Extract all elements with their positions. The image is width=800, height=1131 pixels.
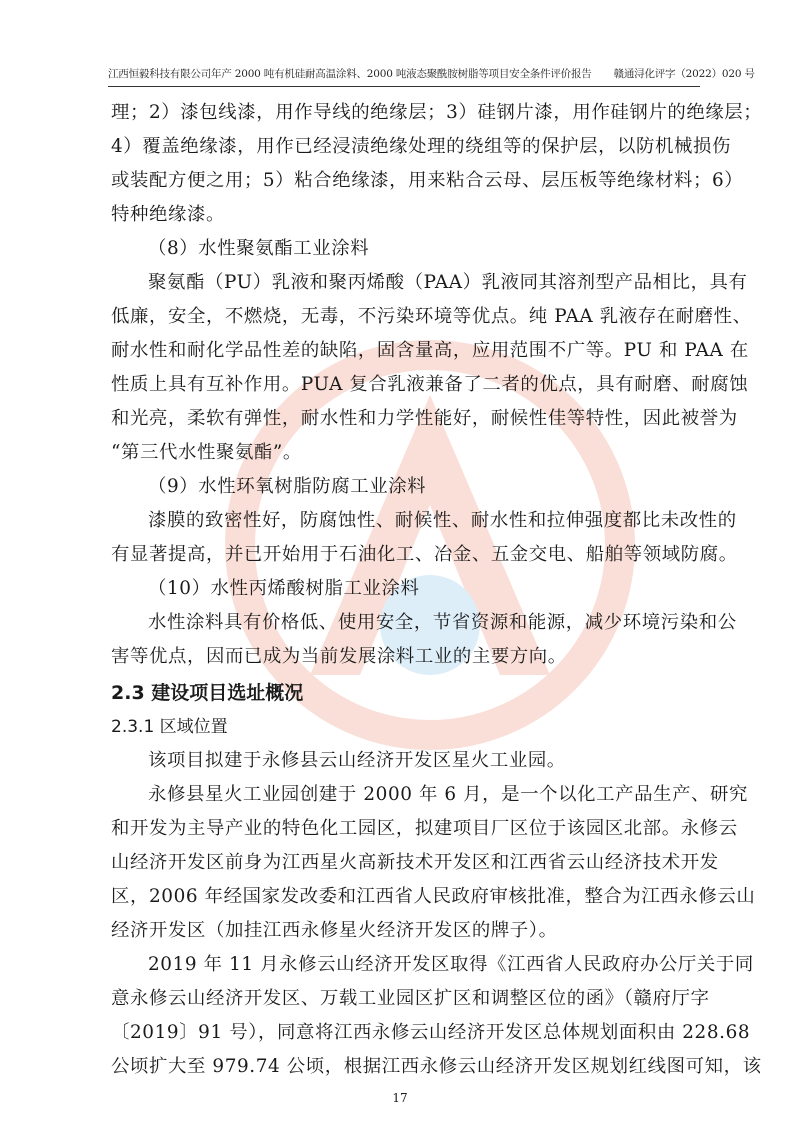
page-number: 17 [392,1091,408,1105]
body-line: 和光亮，柔软有弹性，耐水性和力学性能好，耐候性佳等特性，因此被誉为 [111,408,738,429]
subheading-9: （9）水性环氧树脂防腐工业涂料 [148,476,427,497]
body-line: 低廉，安全，不燃烧，无毒，不污染环境等优点。纯 PAA 乳液存在耐磨性、 [111,306,752,327]
report-header [108,66,755,81]
body-line: 2019 年 11 月永修云山经济开发区取得《江西省人民政府办公厅关于同 [148,954,754,975]
body-line: 性质上具有互补作用。PUA 复合乳液兼备了二者的优点，具有耐磨、耐腐蚀 [111,374,749,395]
body-line: 该项目拟建于永修县云山经济开发区星火工业园。 [148,750,566,771]
body-line: 或装配方便之用；5）粘合绝缘漆，用来粘合云母、层压板等绝缘材料；6） [111,170,744,191]
header-title: 江西恒毅科技有限公司年产 2000 吨有机硅耐高温涂料、2000 吨液态聚酰胺树脂等项目安全条件评价报告 [108,68,592,80]
body-line: 区，2006 年经国家发改委和江西省人民政府审核批准，整合为江西永修云山 [111,886,756,907]
body-line: 公顷扩大至 979.74 公顷，根据江西永修云山经济开发区规划红线图可知，该 [111,1056,762,1077]
body-line: 有显著提高，并已开始用于石油化工、冶金、五金交电、船舶等领域防腐。 [111,544,738,565]
body-line: “第三代水性聚氨酯”。 [111,442,302,463]
header-rule [108,86,700,87]
subsection-heading: 2.3.1 区域位置 [111,717,228,737]
body-line: 〔2019〕91 号），同意将江西永修云山经济开发区总体规划面积由 228.68 [111,1022,751,1043]
body-line: 经济开发区（加挂江西永修星火经济开发区的牌子）。 [111,920,558,941]
body-line: 山经济开发区前身为江西星火高新技术开发区和江西省云山经济技术开发 [111,852,719,873]
subheading-10: （10）水性丙烯酸树脂工业涂料 [148,578,420,599]
section-heading: 2.3 建设项目选址概况 [111,682,304,704]
body-line: 4）覆盖绝缘漆，用作已经浸渍绝缘处理的绕组等的保护层，以防机械损伤 [111,136,732,157]
body-line: 永修县星火工业园创建于 2000 年 6 月，是一个以化工产品生产、研究 [148,784,749,805]
header-code: 赣通浔化评字（2022）020 号 [613,68,755,80]
body-line: 聚氨酯（PU）乳液和聚丙烯酸（PAA）乳液同其溶剂型产品相比，具有 [148,272,748,293]
body-line: 漆膜的致密性好，防腐蚀性、耐候性、耐水性和拉伸强度都比未改性的 [148,510,737,531]
body-line: 意永修云山经济开发区、万载工业园区扩区和调整区位的函》（赣府厅字 [111,988,710,1009]
body-line: 理；2）漆包线漆，用作导线的绝缘层；3）硅钢片漆，用作硅钢片的绝缘层； [111,102,763,123]
subheading-8: （8）水性聚氨酯工业涂料 [148,238,370,259]
body-line: 耐水性和耐化学品性差的缺陷，固含量高，应用范围不广等。PU 和 PAA 在 [111,340,749,361]
body-line: 害等优点，因而已成为当前发展涂料工业的主要方向。 [111,646,567,667]
body-line: 水性涂料具有价格低、使用安全，节省资源和能源，减少环境污染和公 [148,612,737,633]
body-line: 特种绝缘漆。 [111,204,225,225]
body-line: 和开发为主导产业的特色化工园区，拟建项目厂区位于该园区北部。永修云 [111,818,738,839]
